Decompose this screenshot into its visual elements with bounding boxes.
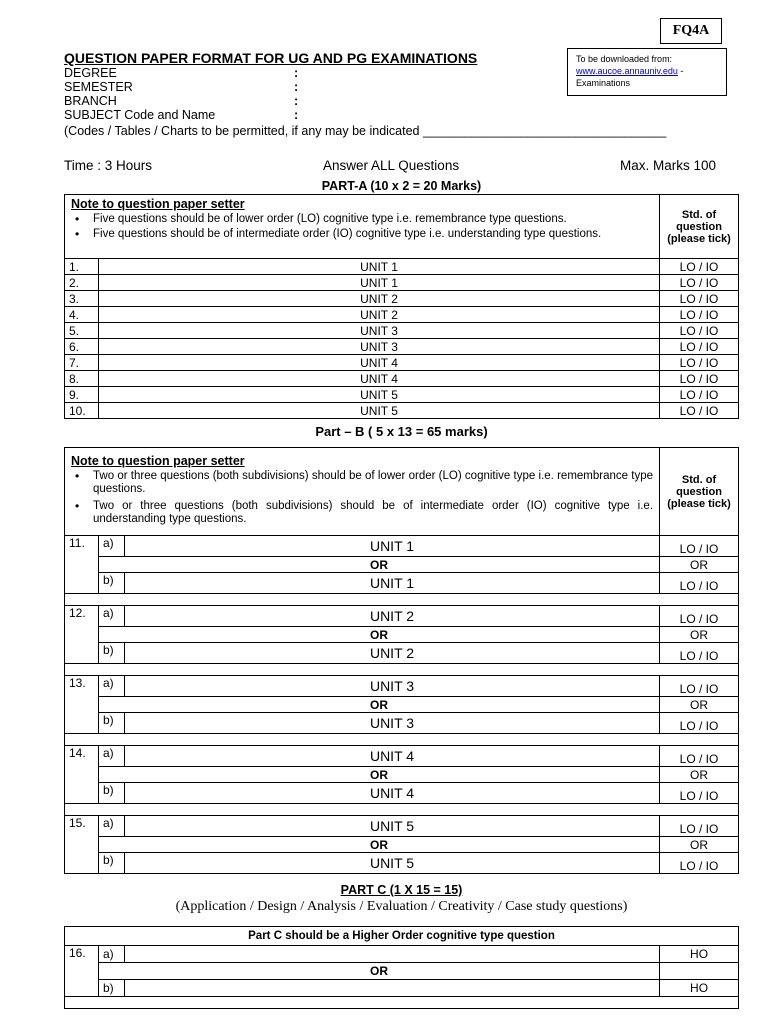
- question-number: 13.: [65, 676, 99, 734]
- instruction-text: Answer ALL Questions: [323, 158, 460, 173]
- std-option-a[interactable]: LO / IO: [660, 536, 739, 557]
- part-b-note-1: • Two or three questions (both subdivisions) should be of lower order (LO) cognitive type i.e. remembrance type questions.: [71, 470, 653, 496]
- table-row: [65, 307, 739, 323]
- subdivision-a: a): [98, 536, 124, 557]
- std-option-a[interactable]: LO / IO: [660, 746, 739, 767]
- unit-label-a: UNIT 1: [124, 536, 659, 557]
- subdivision-a: a): [98, 946, 124, 963]
- spacer-row: [65, 594, 739, 606]
- download-suffix: -: [677, 66, 684, 76]
- question-number: 16.: [65, 946, 99, 997]
- part-a-note-1: • Five questions should be of lower order (LO) cognitive type i.e. remembrance type questions.: [71, 213, 653, 226]
- page-title: QUESTION PAPER FORMAT FOR UG AND PG EXAMINATIONS: [64, 50, 478, 66]
- unit-label-b: UNIT 2: [124, 643, 659, 664]
- unit-label: UNIT 4: [98, 355, 659, 371]
- subdivision-b: b): [98, 853, 124, 874]
- unit-label-b: UNIT 1: [124, 573, 659, 594]
- field-label-branch: BRANCH: [64, 94, 117, 108]
- part-a-note-title: Note to question paper setter: [71, 197, 245, 211]
- unit-label: UNIT 1: [98, 259, 659, 275]
- time-duration: Time : 3 Hours: [64, 158, 153, 173]
- spacer-row: [65, 997, 739, 1009]
- codes-note: (Codes / Tables / Charts to be permitted, if any may be indicated ___________________________________: [64, 124, 667, 138]
- question-number: 9.: [65, 387, 99, 403]
- part-b-question-12: [65, 606, 739, 676]
- table-row: [65, 259, 739, 275]
- question-number: 4.: [65, 307, 99, 323]
- unit-label: UNIT 4: [98, 371, 659, 387]
- or-separator: OR: [98, 557, 659, 573]
- part-b-std-header: Std. of question (please tick): [660, 448, 739, 536]
- table-row: [65, 387, 739, 403]
- field-label-degree: DEGREE: [64, 66, 117, 80]
- std-option-a[interactable]: LO / IO: [660, 606, 739, 627]
- table-row: [65, 403, 739, 419]
- question-number: 6.: [65, 339, 99, 355]
- or-separator: OR: [98, 627, 659, 643]
- question-number: 11.: [65, 536, 99, 594]
- unit-label-a: UNIT 3: [124, 676, 659, 697]
- question-number: 14.: [65, 746, 99, 804]
- field-label-semester: SEMESTER: [64, 80, 133, 94]
- or-separator: OR: [98, 767, 659, 783]
- unit-label: UNIT 1: [98, 275, 659, 291]
- std-option[interactable]: LO / IO: [660, 259, 739, 275]
- std-or: OR: [660, 697, 739, 713]
- part-b-question-14: [65, 746, 739, 816]
- std-option[interactable]: LO / IO: [660, 403, 739, 419]
- unit-label-b: UNIT 4: [124, 783, 659, 804]
- unit-label: UNIT 3: [98, 323, 659, 339]
- part-c-subheading: (Application / Design / Analysis / Evaluation / Creativity / Case study questions): [175, 899, 628, 914]
- part-b-question-13: [65, 676, 739, 746]
- subdivision-a: a): [98, 676, 124, 697]
- std-option[interactable]: LO / IO: [660, 307, 739, 323]
- answer-space-b: [124, 980, 659, 997]
- subdivision-a: a): [98, 746, 124, 767]
- spacer-row: [65, 734, 739, 746]
- question-number: 2.: [65, 275, 99, 291]
- subdivision-b: b): [98, 643, 124, 664]
- question-number: 3.: [65, 291, 99, 307]
- std-option-b[interactable]: HO: [660, 980, 739, 997]
- part-b-table: [64, 447, 739, 874]
- std-option-b[interactable]: LO / IO: [660, 853, 739, 874]
- part-b-note-title: Note to question paper setter: [71, 454, 245, 468]
- subdivision-b: b): [98, 980, 124, 997]
- std-or: OR: [660, 767, 739, 783]
- table-row: [65, 339, 739, 355]
- table-row: [65, 355, 739, 371]
- answer-space-a: [124, 946, 659, 963]
- question-number: 8.: [65, 371, 99, 387]
- unit-label-a: UNIT 2: [124, 606, 659, 627]
- std-option-b[interactable]: LO / IO: [660, 783, 739, 804]
- std-option-a[interactable]: LO / IO: [660, 816, 739, 837]
- question-number: 10.: [65, 403, 99, 419]
- std-or-blank: [660, 963, 739, 980]
- download-label: To be downloaded from:: [576, 54, 673, 64]
- question-number: 15.: [65, 816, 99, 874]
- std-option[interactable]: LO / IO: [660, 339, 739, 355]
- unit-label: UNIT 5: [98, 387, 659, 403]
- download-info-box: [567, 48, 727, 96]
- std-option[interactable]: LO / IO: [660, 371, 739, 387]
- field-label-subject: SUBJECT Code and Name: [64, 108, 216, 122]
- field-sep-branch: :: [294, 94, 299, 108]
- std-option[interactable]: LO / IO: [660, 355, 739, 371]
- field-sep-semester: :: [294, 80, 299, 94]
- field-sep-subject: :: [294, 108, 299, 122]
- part-a-heading: PART-A (10 x 2 = 20 Marks): [321, 179, 482, 193]
- std-option-a[interactable]: HO: [660, 946, 739, 963]
- form-code-box: FQ4A: [660, 18, 722, 44]
- unit-label-a: UNIT 4: [124, 746, 659, 767]
- part-b-note-2: • Two or three questions (both subdivisions) should be of intermediate order (IO) cognitive type i.e. understanding type questions.: [71, 500, 653, 526]
- std-option-b[interactable]: LO / IO: [660, 573, 739, 594]
- unit-label-b: UNIT 3: [124, 713, 659, 734]
- part-a-std-header: Std. of question (please tick): [660, 195, 739, 259]
- std-or: OR: [660, 627, 739, 643]
- subdivision-a: a): [98, 606, 124, 627]
- std-option[interactable]: LO / IO: [660, 323, 739, 339]
- std-option[interactable]: LO / IO: [660, 275, 739, 291]
- part-a-table: [64, 194, 739, 419]
- part-a-note-2: • Five questions should be of intermediate order (IO) cognitive type i.e. understanding type questions.: [71, 228, 653, 241]
- or-separator: OR: [98, 837, 659, 853]
- table-row: [65, 371, 739, 387]
- download-link[interactable]: www.aucoe.annauniv.edu: [576, 66, 678, 76]
- std-or: OR: [660, 837, 739, 853]
- table-row: [65, 323, 739, 339]
- subdivision-b: b): [98, 713, 124, 734]
- question-number: 7.: [65, 355, 99, 371]
- spacer-row: [65, 664, 739, 676]
- unit-label: UNIT 2: [98, 291, 659, 307]
- or-separator: OR: [98, 963, 659, 980]
- part-c-note: Part C should be a Higher Order cognitive type question: [65, 927, 739, 946]
- download-section: Examinations: [576, 78, 631, 88]
- unit-label: UNIT 3: [98, 339, 659, 355]
- unit-label: UNIT 5: [98, 403, 659, 419]
- unit-label-b: UNIT 5: [124, 853, 659, 874]
- part-a-note-cell: [65, 195, 660, 259]
- unit-label-a: UNIT 5: [124, 816, 659, 837]
- field-sep-degree: :: [294, 66, 299, 80]
- part-b-heading: Part – B ( 5 x 13 = 65 marks): [315, 424, 488, 439]
- or-separator: OR: [98, 697, 659, 713]
- part-b-question-11: [65, 536, 739, 606]
- subdivision-b: b): [98, 573, 124, 594]
- std-option-a[interactable]: LO / IO: [660, 676, 739, 697]
- question-number: 1.: [65, 259, 99, 275]
- subdivision-a: a): [98, 816, 124, 837]
- part-c-table: [64, 926, 739, 1009]
- part-c-heading: PART C (1 X 15 = 15): [340, 883, 463, 897]
- std-option-b[interactable]: LO / IO: [660, 713, 739, 734]
- question-number: 5.: [65, 323, 99, 339]
- std-or: OR: [660, 557, 739, 573]
- spacer-row: [65, 804, 739, 816]
- std-option[interactable]: LO / IO: [660, 291, 739, 307]
- part-b-question-15: [65, 816, 739, 874]
- max-marks: Max. Marks 100: [620, 158, 717, 173]
- part-b-note-cell: [65, 448, 660, 536]
- table-row: [65, 291, 739, 307]
- question-number: 12.: [65, 606, 99, 664]
- unit-label: UNIT 2: [98, 307, 659, 323]
- subdivision-b: b): [98, 783, 124, 804]
- std-option[interactable]: LO / IO: [660, 387, 739, 403]
- table-row: [65, 275, 739, 291]
- std-option-b[interactable]: LO / IO: [660, 643, 739, 664]
